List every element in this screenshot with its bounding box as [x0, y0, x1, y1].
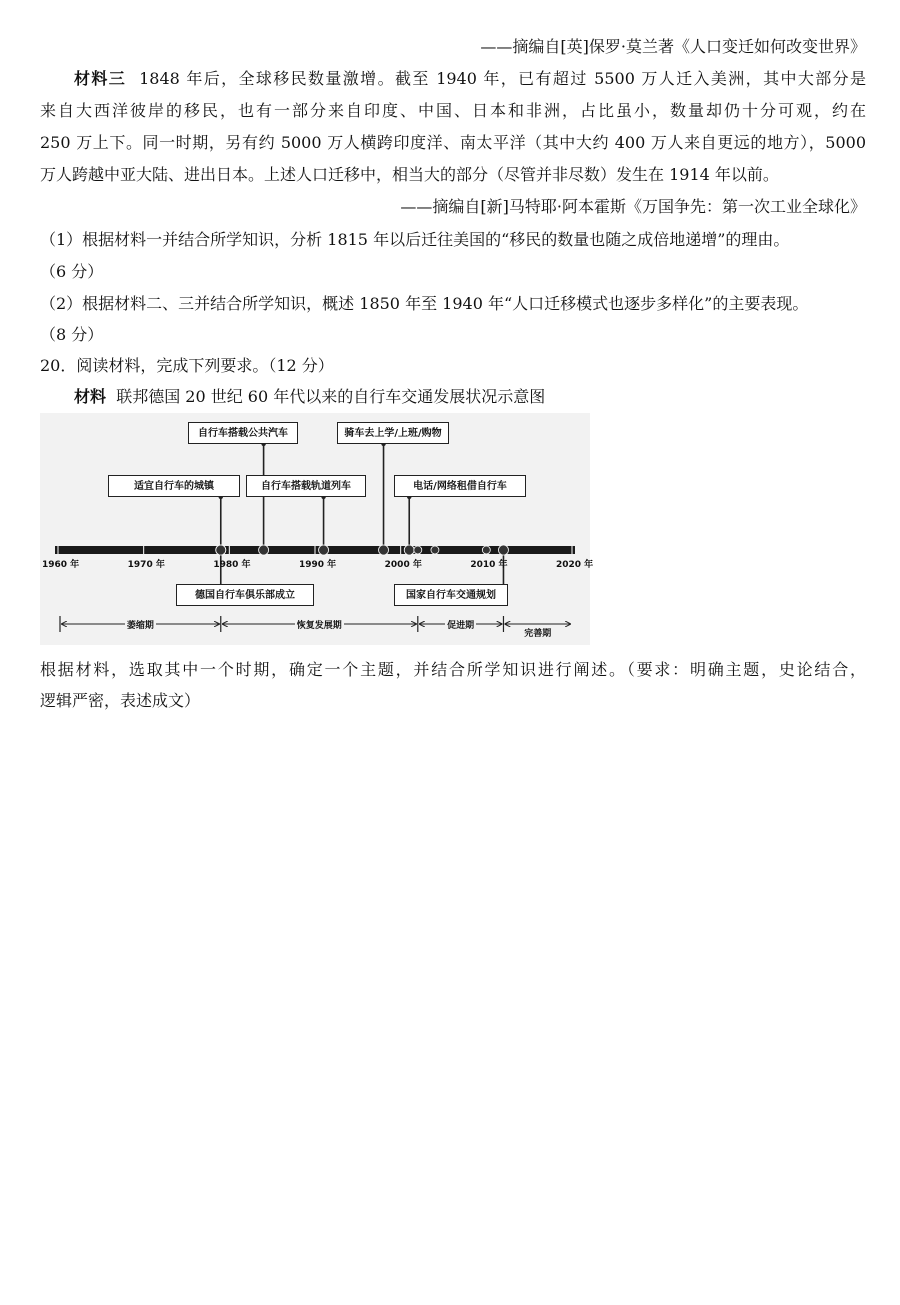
axis-tick-label: 2000 年 [384, 560, 422, 570]
timeline-event-label: 自行车搭载轨道列车 [246, 475, 366, 497]
event-marker [404, 545, 414, 555]
material-3-label: 材料三 [74, 69, 127, 88]
material-3-line-2: 来自大西洋彼岸的移民，也有一部分来自印度、中国、日本和非洲，占比虽小，数量却仍十分可观，约在 [40, 101, 866, 120]
question-20-instruction-line-2: 逻辑严密，表述成文） [40, 691, 201, 710]
question-20-material [40, 386, 866, 408]
source-citation-material-2: ——摘编自[英]保罗·莫兰著《人口变迁如何改变世界》 [480, 37, 866, 56]
event-marker [498, 545, 508, 555]
axis-tick-label: 1990 年 [299, 560, 337, 570]
period-label: 萎缩期 [125, 618, 156, 631]
question-20-instruction-line-1: 根据材料，选取其中一个时期，确定一个主题，并结合所学知识进行阐述。（要求：明确主题，史论结合， [40, 660, 866, 679]
axis-tick-label: 1980 年 [213, 560, 251, 570]
event-marker [259, 545, 269, 555]
figure-caption: 联邦德国 20 世纪 60 年代以来的自行车交通发展状况示意图 [116, 387, 546, 406]
timeline-event-label: 电话/网络租借自行车 [394, 475, 526, 497]
material-label: 材料 [74, 387, 107, 406]
timeline-event-label: 自行车搭载公共汽车 [188, 422, 298, 444]
question-19-1-points: （6 分） [40, 262, 104, 281]
material-3-line-4: 万人跨越中亚大陆、进出日本。上述人口迁移中，相当大的部分（尽管并非尽数）发生在 1914 年以前。 [40, 165, 779, 184]
question-19-1: （1）根据材料一并结合所学知识，分析 1815 年以后迁往美国的“移民的数量也随之成倍地递增”的理由。 [40, 230, 790, 249]
material-3-line-3: 250 万上下。同一时期，另有约 5000 万人横跨印度洋、南太平洋（其中大约 400 万人来自更远的地方），5000 [40, 133, 866, 152]
timeline-event-label: 国家自行车交通规划 [394, 584, 508, 606]
timeline-marker [414, 546, 422, 554]
event-marker [216, 545, 226, 555]
timeline-marker [482, 546, 490, 554]
period-label: 促进期 [445, 618, 476, 631]
axis-tick-label: 2010 年 [470, 560, 508, 570]
timeline-event-label: 德国自行车俱乐部成立 [176, 584, 314, 606]
source-citation-material-3: ——摘编自[新]马特耶·阿本霍斯《万国争先：第一次工业全球化》 [400, 197, 866, 216]
material-3-text-1: 1848 年后，全球移民数量激增。截至 1940 年，已有超过 5500 万人迁入美洲，其中大部分是 [139, 69, 866, 88]
question-19-2-points: （8 分） [40, 325, 104, 344]
timeline-event-label: 骑车去上学/上班/购物 [337, 422, 449, 444]
question-19-2: （2）根据材料二、三并结合所学知识，概述 1850 年至 1940 年“人口迁移模式也逐步多样化”的主要表现。 [40, 294, 809, 313]
period-label: 恢复发展期 [295, 618, 344, 631]
bicycle-timeline-figure [40, 413, 594, 645]
event-marker [319, 545, 329, 555]
timeline-marker [431, 546, 439, 554]
question-20-title: 20．阅读材料，完成下列要求。（12 分） [40, 356, 334, 375]
event-marker [379, 545, 389, 555]
timeline-svg [40, 413, 590, 645]
material-3-line-1 [40, 68, 866, 90]
period-label: 完善期 [522, 626, 553, 639]
timeline-event-label: 适宜自行车的城镇 [108, 475, 240, 497]
axis-tick-label: 1970 年 [127, 560, 165, 570]
axis-tick-label: 1960 年 [42, 560, 80, 570]
axis-tick-label: 2020 年 [556, 560, 594, 570]
